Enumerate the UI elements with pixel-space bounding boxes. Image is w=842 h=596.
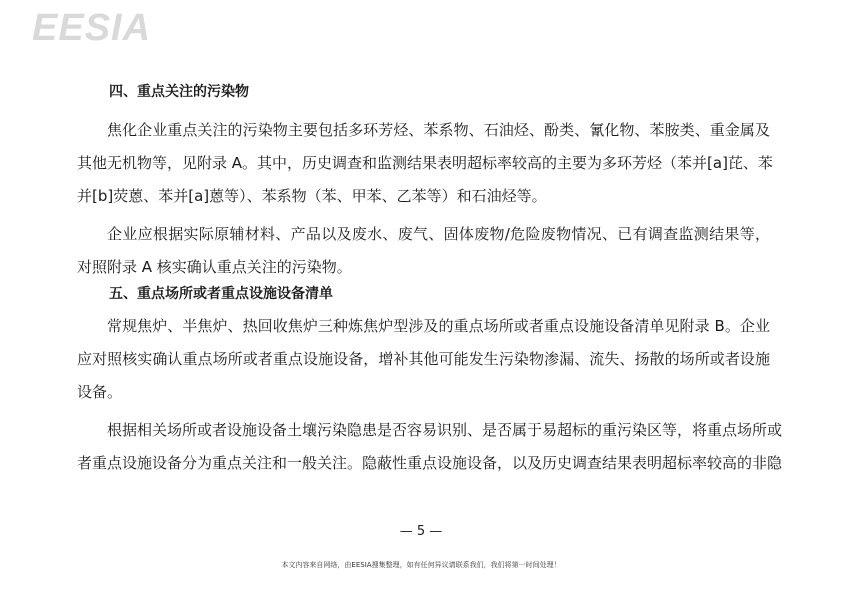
page-number: — 5 — — [399, 524, 443, 539]
paragraph-line: 常规焦炉、半焦炉、热回收焦炉三种炼焦炉型涉及的重点场所或者重点设施设备清单见附录 B。企业 — [107, 317, 770, 335]
section-heading-pollutants: 四、重点关注的污染物 — [109, 84, 249, 100]
paragraph-line: 根据相关场所或者设施设备土壤污染隐患是否容易识别、是否属于易超标的重污染区等，将重点场所或 — [107, 421, 783, 439]
paragraph-facilities-list — [77, 310, 770, 409]
paragraph-line: 对照附录 A 核实确认重点关注的污染物。 — [77, 258, 352, 276]
paragraph-line: 应对照核实确认重点场所或者重点设施设备，增补其他可能发生污染物渗漏、流失、扬散的场所或者设施 — [77, 350, 770, 368]
eesia-watermark-logo: EESIA — [32, 7, 152, 49]
paragraph-pollutants-list — [77, 114, 773, 213]
footer-disclaimer: 本文内容来自网络，由EESIA搜集整理，如有任何异议请联系我们，我们将第一时间处理！ — [281, 561, 561, 569]
paragraph-facilities-classification — [77, 414, 783, 480]
paragraph-pollutants-confirm — [77, 218, 770, 284]
paragraph-line: 设备。 — [77, 383, 123, 401]
document-body — [77, 82, 783, 480]
paragraph-line: 焦化企业重点关注的污染物主要包括多环芳烃、苯系物、石油烃、酚类、氰化物、苯胺类、重金属及 — [107, 121, 770, 139]
section-heading-key-facilities: 五、重点场所或者重点设施设备清单 — [109, 286, 333, 302]
paragraph-line: 其他无机物等，见附录 A。其中，历史调查和监测结果表明超标率较高的主要为多环芳烃（苯并[a]芘、苯 — [77, 154, 773, 172]
paragraph-line: 企业应根据实际原辅材料、产品以及废水、废气、固体废物/危险废物情况、已有调查监测结果等， — [107, 225, 770, 243]
paragraph-line: 者重点设施设备分为重点关注和一般关注。隐蔽性重点设施设备，以及历史调查结果表明超标率较高的非隐 — [77, 454, 783, 472]
paragraph-line: 并[b]荧蒽、苯并[a]蒽等）、苯系物（苯、甲苯、乙苯等）和石油烃等。 — [77, 187, 547, 205]
